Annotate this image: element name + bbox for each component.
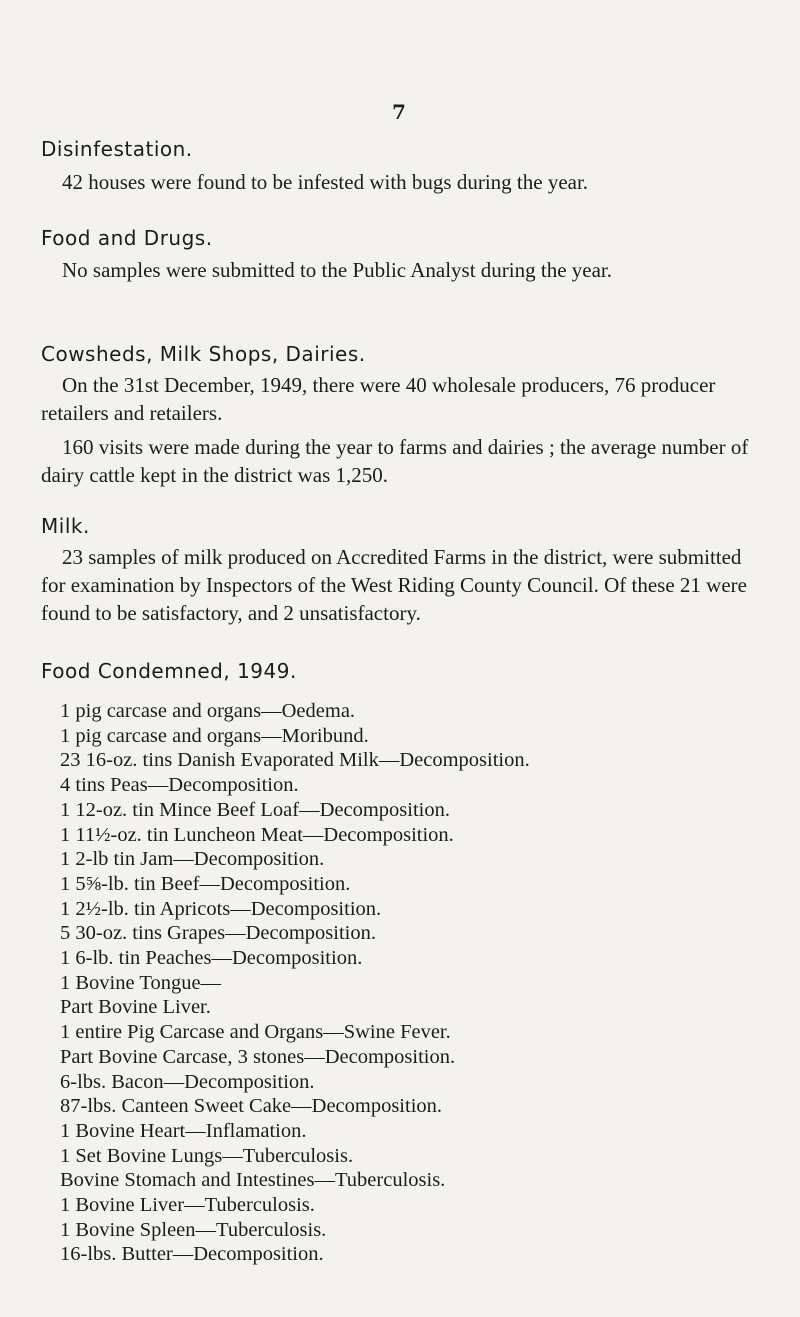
- list-item: [60, 971, 530, 996]
- list-item: [60, 1193, 530, 1218]
- item-description: Part Bovine Carcase, 3 stones—Decomposition.: [60, 1045, 456, 1068]
- cowsheds-paragraph-1: On the 31st December, 1949, there were 40 wholesale producers, 76 producer retailers and retailers.: [41, 373, 716, 425]
- item-description: Part Bovine Liver.: [60, 996, 211, 1019]
- item-description: Bovine Spleen—Tuberculosis.: [75, 1218, 327, 1241]
- heading-cowsheds: Cowsheds, Milk Shops, Dairies.: [41, 342, 366, 366]
- item-quantity: 1: [60, 1119, 71, 1142]
- list-item: [60, 798, 530, 823]
- item-quantity: 1: [60, 823, 71, 846]
- heading-disinfestation: Disinfestation.: [41, 137, 193, 161]
- item-description: pig carcase and organs—Moribund.: [75, 724, 369, 747]
- list-item: [60, 699, 530, 724]
- milk-text: 23 samples of milk produced on Accredited Farms in the district, were submitted for examination by Inspectors of the West Riding County Council. Of these 21 were found to be satisfactory, and 2 unsatisfactory.: [41, 545, 747, 625]
- list-item: [60, 773, 530, 798]
- page-number: 7: [392, 100, 406, 124]
- list-item: [60, 847, 530, 872]
- list-item: [60, 1218, 530, 1243]
- heading-food-condemned: Food Condemned, 1949.: [41, 659, 297, 683]
- item-description: 6-lb. tin Peaches—Decomposition.: [75, 947, 363, 970]
- item-quantity: 1: [60, 798, 71, 821]
- food-and-drugs-text: No samples were submitted to the Public Analyst during the year.: [62, 258, 612, 282]
- item-quantity: 1: [60, 724, 71, 747]
- item-description: Set Bovine Lungs—Tuberculosis.: [75, 1144, 354, 1167]
- item-description: 12-oz. tin Mince Beef Loaf—Decomposition.: [75, 798, 450, 821]
- item-description: 2-lb tin Jam—Decomposition.: [75, 848, 325, 871]
- item-description: 30-oz. tins Grapes—Decomposition.: [75, 922, 376, 945]
- list-item: [60, 921, 530, 946]
- list-item: [60, 1020, 530, 1045]
- list-item: [60, 1168, 530, 1193]
- list-item: [60, 1242, 530, 1267]
- item-description: 87-lbs. Canteen Sweet Cake—Decomposition.: [60, 1095, 443, 1118]
- list-item: [60, 1045, 530, 1070]
- item-description: 11½-oz. tin Luncheon Meat—Decomposition.: [75, 823, 454, 846]
- list-item: [60, 897, 530, 922]
- item-quantity: 1: [60, 1218, 71, 1241]
- item-quantity: 4: [60, 774, 71, 797]
- list-item: [60, 946, 530, 971]
- item-description: 6-lbs. Bacon—Decomposition.: [60, 1070, 315, 1093]
- cowsheds-paragraph-2: 160 visits were made during the year to farms and dairies ; the average number of dairy cattle kept in the district was 1,250.: [41, 435, 749, 487]
- item-quantity: 1: [60, 1194, 71, 1217]
- list-item: [60, 1119, 530, 1144]
- food-condemned-list: [60, 699, 530, 1267]
- item-quantity: 1: [60, 848, 71, 871]
- item-quantity: 1: [60, 700, 71, 722]
- item-quantity: 1: [60, 897, 71, 920]
- item-description: 2½-lb. tin Apricots—Decomposition.: [75, 897, 382, 920]
- item-quantity: 1: [60, 947, 71, 970]
- item-quantity: 1: [60, 1144, 71, 1167]
- list-item: [60, 872, 530, 897]
- item-quantity: 1: [60, 872, 71, 895]
- item-description: 5⅝-lb. tin Beef—Decomposition.: [75, 872, 351, 895]
- item-description: entire Pig Carcase and Organs—Swine Fever.: [75, 1021, 451, 1044]
- list-item: [60, 1144, 530, 1169]
- list-item: [60, 748, 530, 773]
- item-description: Bovine Stomach and Intestines—Tuberculosis.: [60, 1169, 446, 1192]
- item-quantity: 1: [60, 971, 71, 994]
- item-description: tins Peas—Decomposition.: [75, 774, 299, 797]
- list-item: [60, 995, 530, 1020]
- item-quantity: 23: [60, 749, 81, 772]
- list-item: [60, 1094, 530, 1119]
- item-description: Bovine Tongue—: [75, 971, 222, 994]
- heading-food-and-drugs: Food and Drugs.: [41, 226, 213, 250]
- disinfestation-text: 42 houses were found to be infested with bugs during the year.: [62, 170, 589, 194]
- item-description: Bovine Heart—Inflamation.: [75, 1119, 307, 1142]
- heading-milk: Milk.: [41, 514, 90, 538]
- list-item: [60, 1070, 530, 1095]
- item-description: Bovine Liver—Tuberculosis.: [75, 1194, 315, 1217]
- list-item: [60, 823, 530, 848]
- item-quantity: 1: [60, 1021, 71, 1044]
- item-description: pig carcase and organs—Oedema.: [75, 700, 356, 722]
- list-item: [60, 724, 530, 749]
- item-description: 16-lbs. Butter—Decomposition.: [60, 1243, 324, 1266]
- item-quantity: 5: [60, 922, 71, 945]
- item-description: 16-oz. tins Danish Evaporated Milk—Decomposition.: [85, 749, 530, 772]
